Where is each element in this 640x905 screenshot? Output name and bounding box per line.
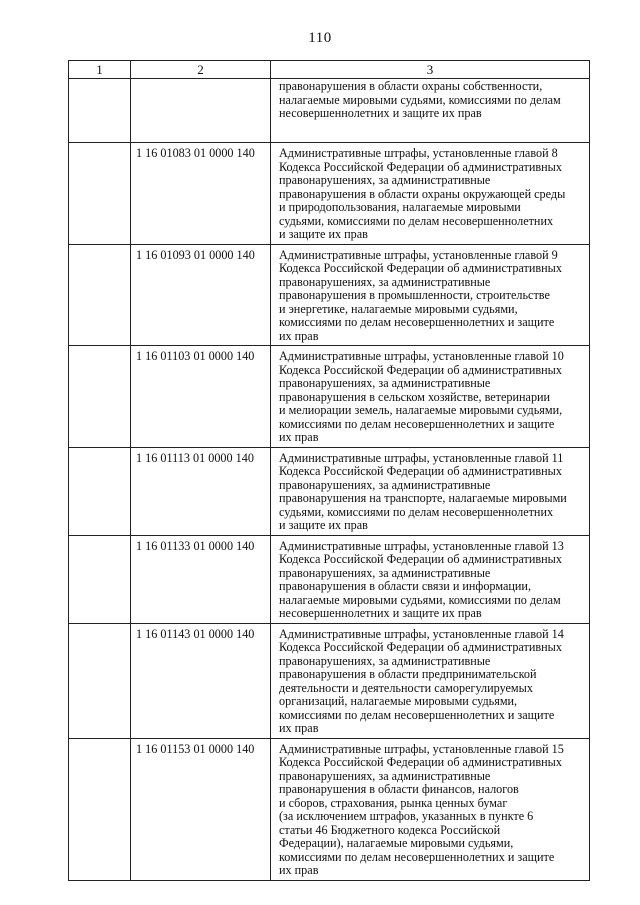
page-number: 110 bbox=[308, 30, 332, 46]
description-cell: правонарушения в области охраны собственности, налагаемые мировыми судьями, комиссиями по делам несовершеннолетних и защите их прав bbox=[271, 79, 590, 143]
description-cell: Административные штрафы, установленные главой 13 Кодекса Российской Федерации об административных правонарушениях, за административные правонарушения в области связи и информации, налагаемые мировыми судьями, комиссиями по делам несовершеннолетних и защите их прав bbox=[271, 535, 590, 623]
budget-code-cell: 1 16 01153 01 0000 140 bbox=[131, 738, 271, 880]
row-number-cell bbox=[69, 447, 131, 535]
budget-code-cell: 1 16 01133 01 0000 140 bbox=[131, 535, 271, 623]
table-row bbox=[69, 738, 590, 880]
budget-code-cell: 1 16 01103 01 0000 140 bbox=[131, 346, 271, 448]
description-cell: Административные штрафы, установленные главой 14 Кодекса Российской Федерации об административных правонарушениях, за административные правонарушения в области предпринимательской деятельности и деятельности саморегулируемых организаций, налагаемые мировыми судьями, комиссиями по делам несовершеннолетних и защите их прав bbox=[271, 623, 590, 738]
budget-code-cell bbox=[131, 79, 271, 143]
row-number-cell bbox=[69, 535, 131, 623]
budget-codes-table bbox=[68, 60, 590, 881]
column-header-3: 3 bbox=[271, 61, 590, 79]
column-header-1: 1 bbox=[69, 61, 131, 79]
table-row bbox=[69, 346, 590, 448]
budget-code-cell: 1 16 01083 01 0000 140 bbox=[131, 143, 271, 245]
row-number-cell bbox=[69, 346, 131, 448]
column-header-2: 2 bbox=[131, 61, 271, 79]
budget-code-cell: 1 16 01143 01 0000 140 bbox=[131, 623, 271, 738]
table-header-row bbox=[69, 61, 590, 79]
table-row bbox=[69, 244, 590, 346]
budget-code-cell: 1 16 01093 01 0000 140 bbox=[131, 244, 271, 346]
row-number-cell bbox=[69, 79, 131, 143]
row-number-cell bbox=[69, 143, 131, 245]
description-cell: Административные штрафы, установленные главой 10 Кодекса Российской Федерации об административных правонарушениях, за административные правонарушения в сельском хозяйстве, ветеринарии и мелиорации земель, налагаемые мировыми судьями, комиссиями по делам несовершеннолетних и защите их прав bbox=[271, 346, 590, 448]
table-row bbox=[69, 143, 590, 245]
description-cell: Административные штрафы, установленные главой 15 Кодекса Российской Федерации об административных правонарушениях, за административные правонарушения в области финансов, налогов и сборов, страхования, рынка ценных бумаг (за исключением штрафов, указанных в пункте 6 статьи 46 Бюджетного кодекса Российской Федерации), налагаемые мировыми судьями, комиссиями по делам несовершеннолетних и защите их прав bbox=[271, 738, 590, 880]
row-number-cell bbox=[69, 244, 131, 346]
description-cell: Административные штрафы, установленные главой 11 Кодекса Российской Федерации об административных правонарушениях, за административные правонарушения на транспорте, налагаемые мировыми судьями, комиссиями по делам несовершеннолетних и защите их прав bbox=[271, 447, 590, 535]
table-row bbox=[69, 447, 590, 535]
row-number-cell bbox=[69, 623, 131, 738]
description-cell: Административные штрафы, установленные главой 9 Кодекса Российской Федерации об административных правонарушениях, за административные правонарушения в промышленности, строительстве и энергетике, налагаемые мировыми судьями, комиссиями по делам несовершеннолетних и защите их прав bbox=[271, 244, 590, 346]
table-row bbox=[69, 623, 590, 738]
table-row bbox=[69, 79, 590, 143]
table-row bbox=[69, 535, 590, 623]
budget-code-cell: 1 16 01113 01 0000 140 bbox=[131, 447, 271, 535]
row-number-cell bbox=[69, 738, 131, 880]
description-cell: Административные штрафы, установленные главой 8 Кодекса Российской Федерации об административных правонарушениях, за административные правонарушения в области охраны окружающей среды и природопользования, налагаемые мировыми судьями, комиссиями по делам несовершеннолетних и защите их прав bbox=[271, 143, 590, 245]
